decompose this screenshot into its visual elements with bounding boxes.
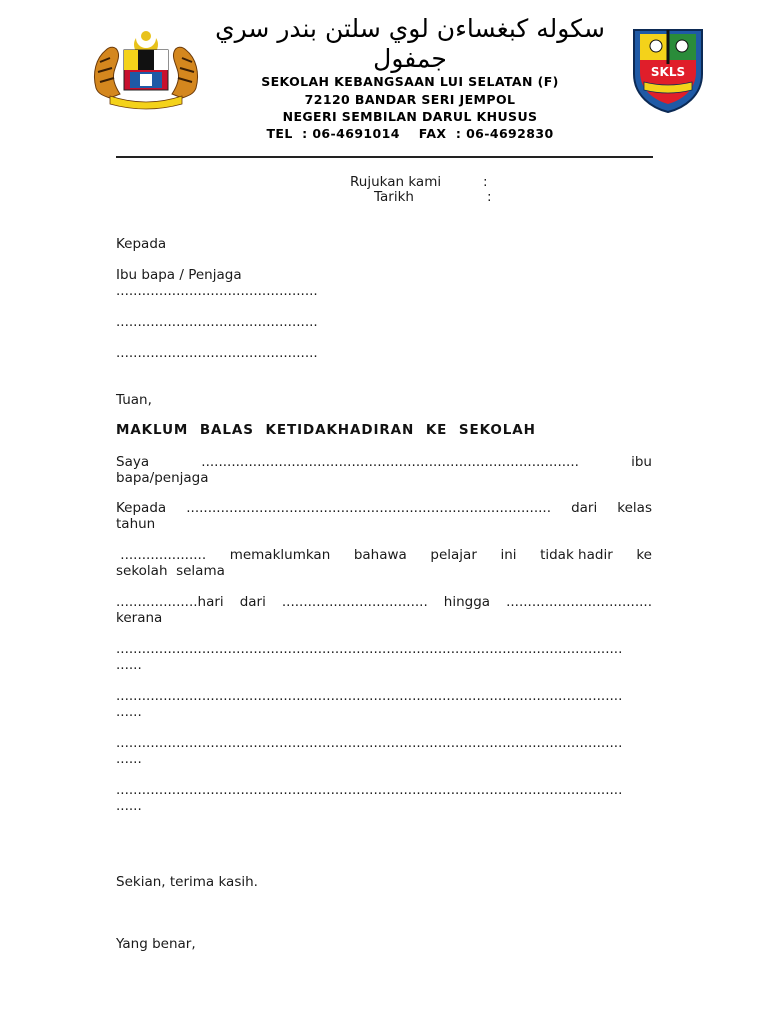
school-crest-logo [626, 24, 710, 114]
ibu-word: ibu [631, 454, 652, 470]
reason-line-cont: ...... [116, 657, 142, 673]
letter-title: MAKLUM BALAS KETIDAKHADIRAN KE SEKOLAH [116, 422, 536, 438]
hingga-word: hingga [443, 594, 491, 610]
address-line-blank: ............................................... [116, 314, 318, 330]
tarikh-label: Tarikh [374, 189, 414, 205]
reason-line-blank: ...................................................................................................................... [116, 735, 623, 751]
paragraph-saya-cont: bapa/penjaga [116, 470, 209, 486]
maklum-word: memaklumkan [229, 547, 331, 563]
reason-line-cont: ...... [116, 751, 142, 767]
address-line-blank: ............................................... [116, 345, 318, 361]
reason-line-blank: ...................................................................................................................... [116, 782, 623, 798]
dari-word: dari [239, 594, 266, 610]
school-name-jawi: سكوله كبغساءن لوي سلتن بندر سري جمفول [215, 14, 605, 73]
start-date-blank: .................................. [281, 594, 428, 610]
paragraph-maklum-cont: sekolah selama [116, 563, 225, 579]
rujukan-separator: : [483, 174, 488, 190]
coat-of-arms-logo [90, 28, 202, 110]
school-address-line2: NEGERI SEMBILAN DARUL KHUSUS [282, 109, 538, 124]
address-line-blank: ............................................... [116, 283, 318, 299]
reason-line-cont: ...... [116, 704, 142, 720]
paragraph-hari-line [116, 594, 652, 610]
days-blank: ...................hari [116, 594, 224, 610]
school-contact: TEL : 06-4691014 FAX : 06-4692830 [266, 126, 554, 141]
paragraph-kepada-line [116, 500, 652, 516]
pelajar-word: pelajar [430, 547, 477, 563]
tidak-hadir-word: tidak hadir [540, 547, 613, 563]
kelas-word: kelas [617, 500, 652, 516]
crest-text: SKLS [650, 65, 686, 79]
reason-line-cont: ...... [116, 798, 142, 814]
school-name: SEKOLAH KEBANGSAAN LUI SELATAN (F) [261, 74, 559, 89]
paragraph-maklum-line [116, 547, 652, 563]
student-name-blank: ..................................................................................... [186, 500, 551, 516]
kepada-word: Kepada [116, 500, 167, 516]
ini-word: ini [500, 547, 517, 563]
closing-thanks: Sekian, terima kasih. [116, 874, 258, 890]
paragraph-kepada-cont: tahun [116, 516, 156, 532]
recipient-label: Ibu bapa / Penjaga [116, 267, 242, 283]
reason-line-blank: ...................................................................................................................... [116, 688, 623, 704]
sign-off: Yang benar, [116, 936, 196, 952]
school-address-line1: 72120 BANDAR SERI JEMPOL [304, 92, 516, 107]
kepada-label: Kepada [116, 236, 167, 252]
tarikh-separator: : [487, 189, 492, 205]
paragraph-saya-line [116, 454, 652, 470]
class-blank: .................... [116, 547, 207, 563]
header-divider [116, 156, 653, 158]
bahawa-word: bahawa [353, 547, 407, 563]
paragraph-hari-cont: kerana [116, 610, 163, 626]
ke-word: ke [636, 547, 652, 563]
rujukan-label: Rujukan kami [350, 174, 442, 190]
saya-word: Saya [116, 454, 150, 470]
name-blank: ........................................................................................ [201, 454, 579, 470]
end-date-blank: .................................. [506, 594, 652, 610]
salutation: Tuan, [116, 392, 152, 408]
reason-line-blank: ...................................................................................................................... [116, 641, 623, 657]
dari-word: dari [571, 500, 598, 516]
